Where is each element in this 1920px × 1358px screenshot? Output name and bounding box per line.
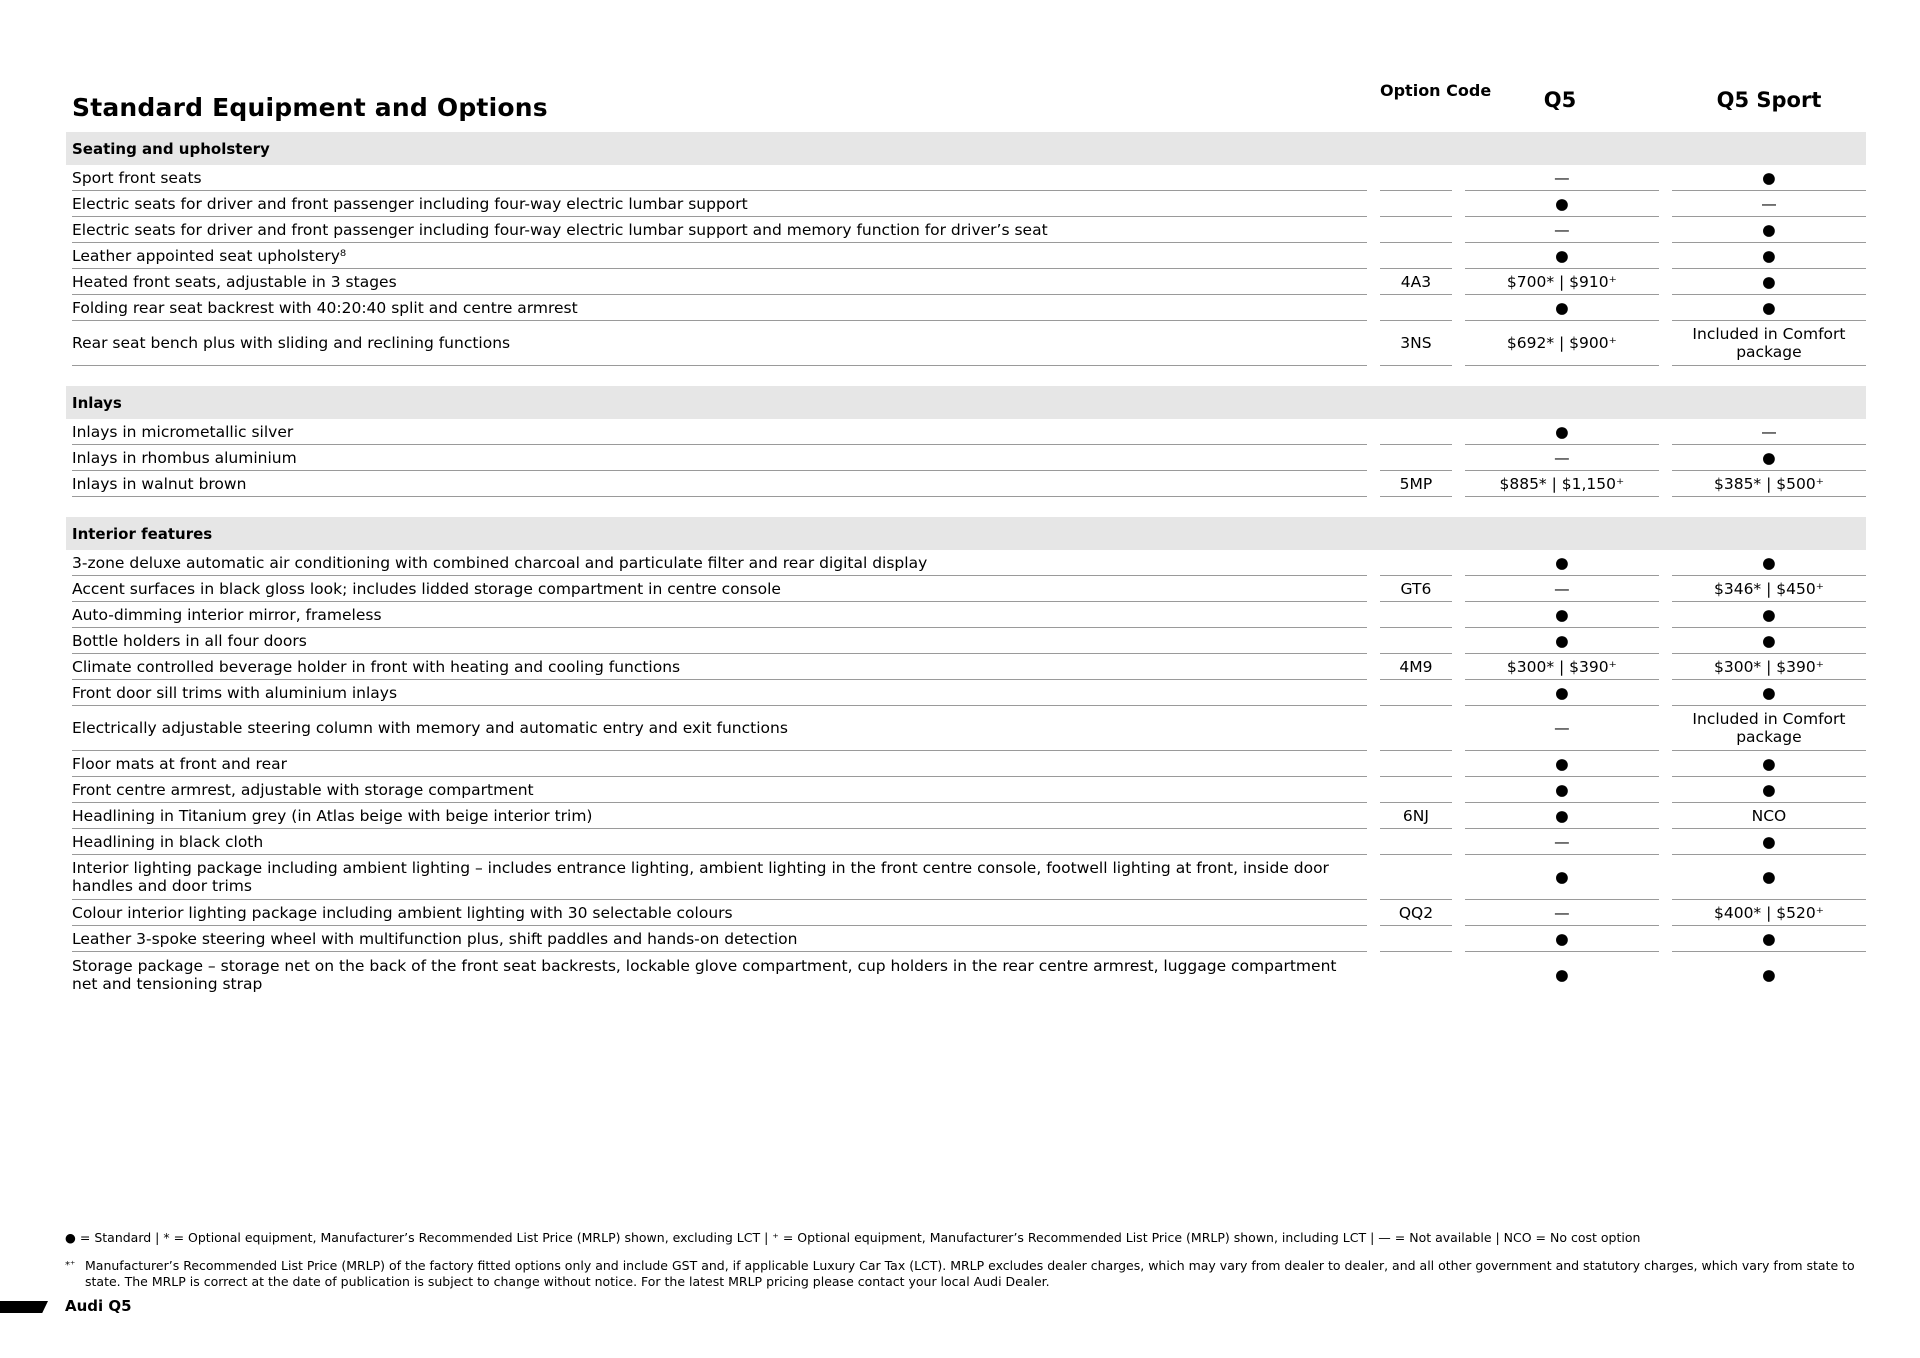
- option-code-cell: [1380, 952, 1452, 997]
- q5-sport-value-cell: ●: [1672, 926, 1866, 952]
- table-row: [66, 751, 1866, 777]
- q5-value-cell: $885* | $1,150⁺: [1465, 471, 1659, 497]
- feature-label: Climate controlled beverage holder in front with heating and cooling functions: [72, 654, 1367, 680]
- table-row: [66, 269, 1866, 295]
- feature-label: Auto-dimming interior mirror, frameless: [72, 602, 1367, 628]
- q5-sport-value-cell: ●: [1672, 217, 1866, 243]
- feature-label: Headlining in Titanium grey (in Atlas beige with beige interior trim): [72, 803, 1367, 829]
- q5-value-cell: —: [1465, 576, 1659, 602]
- feature-label: Front door sill trims with aluminium inlays: [72, 680, 1367, 706]
- q5-sport-value-cell: ●: [1672, 602, 1866, 628]
- q5-value-cell: ●: [1465, 751, 1659, 777]
- table-row: [66, 576, 1866, 602]
- feature-label: Folding rear seat backrest with 40:20:40 split and centre armrest: [72, 295, 1367, 321]
- q5-sport-value-cell: ●: [1762, 965, 1776, 984]
- q5-sport-value-cell: NCO: [1672, 803, 1866, 829]
- q5-sport-value-cell: —: [1672, 419, 1866, 445]
- q5-sport-value-cell: Included in Comfort package: [1672, 321, 1866, 366]
- q5-value-cell: $700* | $910⁺: [1465, 269, 1659, 295]
- q5-value-cell: —: [1465, 900, 1659, 926]
- q5-value-cell: —: [1465, 165, 1659, 191]
- feature-label: 3-zone deluxe automatic air conditioning with combined charcoal and particulate filter and rear digital display: [72, 550, 1367, 576]
- table-row: [66, 900, 1866, 926]
- q5-sport-value-cell: ●: [1672, 628, 1866, 654]
- feature-label: Leather appointed seat upholstery⁸: [72, 243, 1367, 269]
- q5-value-cell: ●: [1465, 680, 1659, 706]
- q5-value-cell: $300* | $390⁺: [1465, 654, 1659, 680]
- q5-value-cell: ●: [1465, 855, 1659, 900]
- table-row: [66, 602, 1866, 628]
- option-code-cell: [1380, 855, 1452, 900]
- feature-label: Interior lighting package including ambient lighting – includes entrance lighting, ambient lighting in the front centre console, footwell lighting at front, inside door handles and door trims: [72, 855, 1367, 900]
- q5-value-cell: —: [1465, 829, 1659, 855]
- q5-sport-value-cell: ●: [1672, 295, 1866, 321]
- q5-sport-value-cell: ●: [1672, 777, 1866, 803]
- table-row: [66, 445, 1866, 471]
- option-code-cell: [1380, 191, 1452, 217]
- q5-sport-value-cell: ●: [1672, 680, 1866, 706]
- q5-value-cell: ●: [1465, 243, 1659, 269]
- table-row: [66, 471, 1866, 497]
- option-code-cell: [1380, 706, 1452, 751]
- option-code-cell: [1380, 295, 1452, 321]
- q5-value-cell: $692* | $900⁺: [1465, 321, 1659, 366]
- option-code-cell: 5MP: [1380, 471, 1452, 497]
- table-row: [66, 706, 1866, 751]
- q5-sport-value-cell: $385* | $500⁺: [1672, 471, 1866, 497]
- column-header-q5-sport: Q5 Sport: [1716, 88, 1822, 112]
- section-gap: [66, 497, 1866, 517]
- option-code-cell: [1380, 165, 1452, 191]
- table-row: [66, 777, 1866, 803]
- table-row: [66, 295, 1866, 321]
- q5-sport-value-cell: $400* | $520⁺: [1672, 900, 1866, 926]
- q5-sport-value-cell: ●: [1672, 165, 1866, 191]
- table-row: [66, 855, 1866, 900]
- feature-label: Colour interior lighting package including ambient lighting with 30 selectable colours: [72, 900, 1367, 926]
- feature-label: Leather 3-spoke steering wheel with multifunction plus, shift paddles and hands-on detection: [72, 926, 1367, 952]
- q5-sport-value-cell: Included in Comfort package: [1672, 706, 1866, 751]
- q5-value-cell: ●: [1465, 191, 1659, 217]
- table-row: [66, 680, 1866, 706]
- option-code-cell: [1380, 419, 1452, 445]
- table-row: [66, 550, 1866, 576]
- footer-brand: Audi Q5: [65, 1297, 132, 1315]
- q5-value-cell: ●: [1465, 602, 1659, 628]
- feature-label: Floor mats at front and rear: [72, 751, 1367, 777]
- q5-sport-value-cell: ●: [1672, 550, 1866, 576]
- equipment-table: [66, 132, 1866, 997]
- section-header: Interior features: [66, 517, 1866, 550]
- table-row: [66, 952, 1866, 997]
- feature-label: Electrically adjustable steering column with memory and automatic entry and exit functions: [72, 706, 1367, 751]
- option-code-cell: QQ2: [1380, 900, 1452, 926]
- feature-label: Front centre armrest, adjustable with storage compartment: [72, 777, 1367, 803]
- q5-value-cell: ●: [1465, 419, 1659, 445]
- mrlp-footnote: [65, 1258, 1865, 1290]
- feature-label: Heated front seats, adjustable in 3 stages: [72, 269, 1367, 295]
- q5-value-cell: —: [1465, 217, 1659, 243]
- table-row: [66, 165, 1866, 191]
- footnote-text: Manufacturer’s Recommended List Price (MRLP) of the factory fitted options only and include GST and, if applicable Luxury Car Tax (LCT). MRLP excludes dealer charges, which may vary from dealer to dealer, and all other government and statutory charges, which vary from state to state. The MRLP is correct at the date of publication is subject to change without notice. For the latest MRLP pricing please contact your local Audi Dealer.: [85, 1258, 1855, 1289]
- q5-sport-value-cell: ●: [1672, 243, 1866, 269]
- q5-sport-value-cell: —: [1672, 191, 1866, 217]
- table-row: [66, 803, 1866, 829]
- table-row: [66, 217, 1866, 243]
- option-code-cell: [1380, 680, 1452, 706]
- option-code-cell: 4A3: [1380, 269, 1452, 295]
- page-title: Standard Equipment and Options: [72, 93, 548, 122]
- column-header-q5: Q5: [1543, 88, 1577, 112]
- q5-sport-value-cell: ●: [1672, 751, 1866, 777]
- q5-value-cell: ●: [1465, 926, 1659, 952]
- option-code-cell: [1380, 777, 1452, 803]
- feature-label: Headlining in black cloth: [72, 829, 1367, 855]
- option-code-cell: [1380, 628, 1452, 654]
- section-header: Seating and upholstery: [66, 132, 1866, 165]
- table-row: [66, 829, 1866, 855]
- q5-sport-value-cell: ●: [1672, 445, 1866, 471]
- section-header: Inlays: [66, 386, 1866, 419]
- legend-footnote: ● = Standard | * = Optional equipment, Manufacturer’s Recommended List Price (MRLP) shown, excluding LCT | ⁺ = Optional equipment, Manufacturer’s Recommended List Price (MRLP) shown, including LCT | — = Not available | NCO = No cost option: [65, 1230, 1641, 1245]
- q5-sport-value-cell: $346* | $450⁺: [1672, 576, 1866, 602]
- table-row: [66, 191, 1866, 217]
- option-code-cell: [1380, 550, 1452, 576]
- option-code-cell: [1380, 829, 1452, 855]
- table-row: [66, 321, 1866, 366]
- option-code-cell: GT6: [1380, 576, 1452, 602]
- option-code-cell: [1380, 926, 1452, 952]
- option-code-cell: [1380, 243, 1452, 269]
- feature-label: Inlays in walnut brown: [72, 471, 1367, 497]
- option-code-cell: 4M9: [1380, 654, 1452, 680]
- feature-label: Inlays in micrometallic silver: [72, 419, 1367, 445]
- footer-bar: [0, 1301, 48, 1313]
- table-row: [66, 926, 1866, 952]
- option-code-cell: [1380, 602, 1452, 628]
- footnote-mark: *⁺: [65, 1260, 76, 1271]
- q5-sport-value-cell: ●: [1672, 855, 1866, 900]
- q5-value-cell: ●: [1465, 777, 1659, 803]
- table-row: [66, 419, 1866, 445]
- option-code-cell: [1380, 217, 1452, 243]
- option-code-cell: [1380, 751, 1452, 777]
- q5-value-cell: —: [1465, 445, 1659, 471]
- feature-label: Inlays in rhombus aluminium: [72, 445, 1367, 471]
- feature-label: Bottle holders in all four doors: [72, 628, 1367, 654]
- feature-label: Accent surfaces in black gloss look; includes lidded storage compartment in centre console: [72, 576, 1367, 602]
- table-row: [66, 243, 1866, 269]
- q5-sport-value-cell: $300* | $390⁺: [1672, 654, 1866, 680]
- q5-value-cell: ●: [1465, 295, 1659, 321]
- q5-value-cell: ●: [1465, 550, 1659, 576]
- q5-value-cell: ●: [1465, 628, 1659, 654]
- table-row: [66, 628, 1866, 654]
- feature-label: Sport front seats: [72, 165, 1367, 191]
- table-row: [66, 654, 1866, 680]
- feature-label: Storage package – storage net on the back of the front seat backrests, lockable glove compartment, cup holders in the rear centre armrest, luggage compartment net and tensioning strap: [72, 956, 1337, 993]
- column-header-option-code: Option Code: [1380, 81, 1492, 100]
- option-code-cell: 6NJ: [1380, 803, 1452, 829]
- q5-sport-value-cell: ●: [1672, 269, 1866, 295]
- option-code-cell: 3NS: [1380, 321, 1452, 366]
- feature-label: Electric seats for driver and front passenger including four-way electric lumbar support and memory function for driver’s seat: [72, 217, 1367, 243]
- q5-value-cell: ●: [1555, 965, 1569, 984]
- section-gap: [66, 366, 1866, 386]
- q5-value-cell: —: [1465, 706, 1659, 751]
- feature-label: Electric seats for driver and front passenger including four-way electric lumbar support: [72, 191, 1367, 217]
- feature-label: Rear seat bench plus with sliding and reclining functions: [72, 321, 1367, 366]
- q5-value-cell: ●: [1465, 803, 1659, 829]
- option-code-cell: [1380, 445, 1452, 471]
- q5-sport-value-cell: ●: [1672, 829, 1866, 855]
